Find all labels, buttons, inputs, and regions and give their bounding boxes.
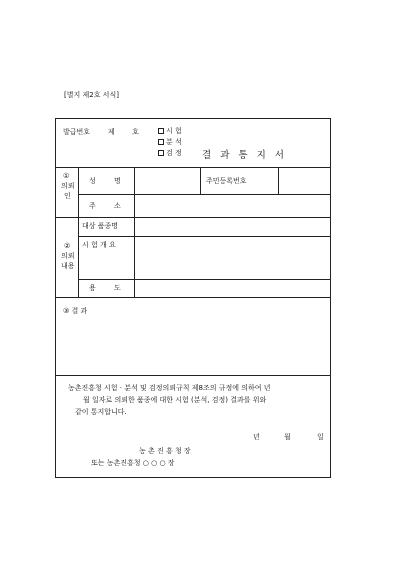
issuer-name: 농 촌 진 흥 청 장 — [139, 447, 191, 455]
form-frame — [55, 118, 331, 478]
checkbox[interactable] — [158, 128, 164, 134]
divider — [55, 375, 331, 376]
divider — [134, 167, 135, 297]
divider — [78, 236, 331, 237]
issue-number-label: 발급번호 — [63, 128, 91, 136]
purpose-label: 용 도 — [89, 284, 129, 292]
variety-name-label: 대상 품종명 — [82, 222, 119, 230]
test-overview-label: 시 험 개 요 — [82, 241, 116, 249]
divider — [55, 217, 331, 218]
notice-line-3: 같이 통지합니다. — [75, 408, 127, 416]
form-number-label: [별지 제2호 서식] — [64, 91, 119, 99]
divider — [55, 167, 331, 168]
divider — [55, 297, 331, 298]
result-label: ③ 결 과 — [63, 307, 88, 315]
section-number-1: ① — [63, 172, 70, 180]
divider — [78, 194, 331, 195]
date-year: 년 — [253, 433, 260, 441]
resident-id-label: 주민등록번호 — [206, 177, 247, 185]
divider — [278, 167, 279, 194]
date-month: 월 — [284, 433, 291, 441]
divider — [78, 279, 331, 280]
divider — [78, 167, 79, 297]
option-analysis[interactable]: 분 석 — [158, 138, 182, 147]
checkbox[interactable] — [158, 150, 164, 156]
section-label: 의뢰 — [61, 252, 75, 260]
checkbox[interactable] — [158, 139, 164, 145]
option-inspection[interactable]: 검 정 — [158, 149, 182, 158]
address-label: 주 소 — [89, 202, 129, 210]
option-test[interactable]: 시 험 — [158, 127, 182, 136]
document-title: 결 과 통 지 서 — [202, 150, 287, 161]
notice-line-2: 월 일자로 의뢰한 품종에 대한 시험 (분석, 검정) 결과를 위와 — [83, 396, 267, 404]
issue-no-prefix: 제 — [108, 128, 115, 136]
alternate-issuer-name: 또는 농촌진흥청 ○ ○ ○ 장 — [91, 459, 175, 467]
section-label: 의뢰 — [61, 182, 75, 190]
notice-line-1: 농촌진흥청 시험 · 분석 및 검정의뢰규칙 제8조의 규정에 의하여 년 — [68, 384, 271, 392]
issue-no-suffix: 호 — [132, 128, 139, 136]
name-label: 성 명 — [89, 177, 129, 185]
section-label: 인 — [64, 192, 71, 200]
section-label: 내용 — [61, 262, 75, 270]
divider — [200, 167, 201, 194]
section-number-2: ② — [64, 242, 71, 250]
date-day: 일 — [317, 433, 324, 441]
